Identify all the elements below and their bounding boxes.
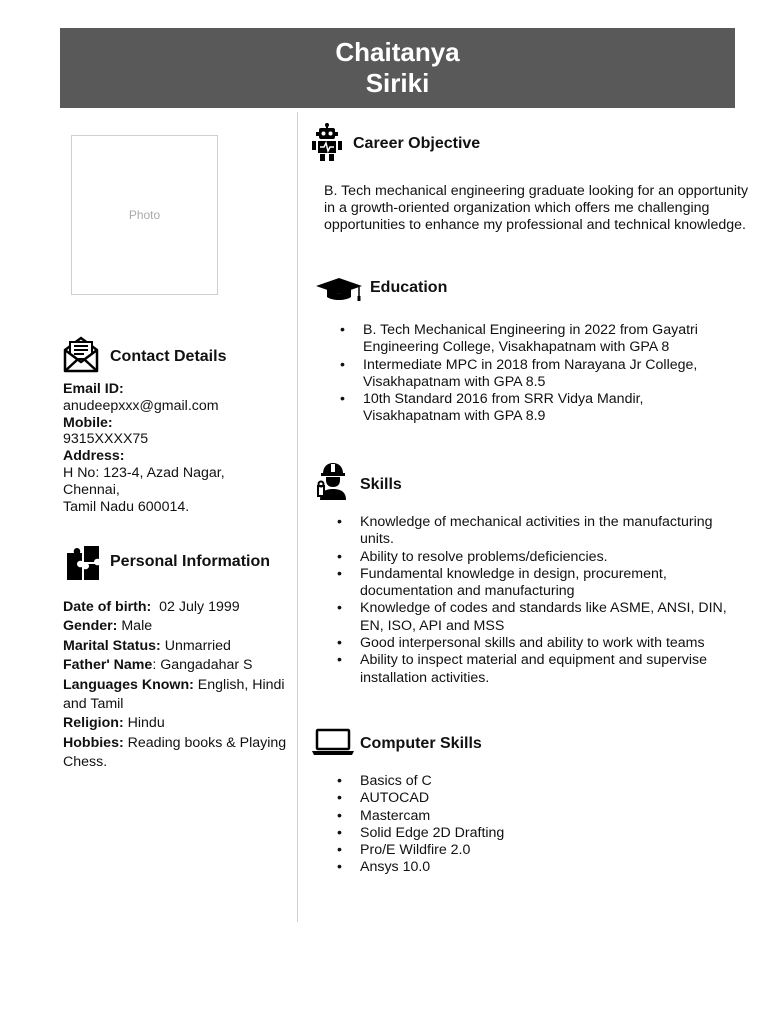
last-name: Siriki [365, 68, 430, 98]
envelope-letter-icon [62, 335, 100, 373]
list-item: • Ability to inspect material and equipment and supervise installation activities. [337, 652, 747, 687]
skills-title: Skills [360, 476, 402, 493]
education-title: Education [370, 279, 448, 296]
dob-label: Date of birth: [63, 599, 152, 615]
hobbies-value: Reading books & Playing Chess. [63, 734, 287, 771]
list-item: • Good interpersonal skills and ability to work with teams [337, 635, 747, 652]
laptop-icon [311, 728, 355, 756]
list-item: • Pro/E Wildfire 2.0 [337, 842, 637, 859]
marital-row [63, 637, 291, 656]
list-item: • Fundamental knowledge in design, procurement, documentation and manufacturing [337, 566, 747, 601]
first-name: Chaitanya [335, 37, 460, 67]
worker-icon [316, 462, 350, 500]
languages-label: Languages Known: [63, 676, 194, 693]
father-row [63, 656, 291, 675]
graduation-cap-icon [315, 277, 363, 302]
career-objective-title: Career Objective [353, 135, 481, 152]
personal-information [63, 598, 291, 773]
dob-row [63, 598, 291, 617]
list-item: • 10th Standard 2016 from SRR Vidya Mandir, Visakhapatnam with GPA 8.9 [340, 391, 700, 426]
skills-list [337, 514, 747, 687]
list-item: • Knowledge of mechanical activities in the manufacturing units. [337, 514, 747, 549]
list-item: • Intermediate MPC in 2018 from Narayana Jr College, Visakhapatnam with GPA 8.5 [340, 357, 700, 392]
list-item: • Mastercam [337, 808, 637, 825]
address-line: Tamil Nadu 600014. [63, 498, 190, 515]
religion-row [63, 714, 291, 733]
list-item: • AUTOCAD [337, 790, 637, 807]
list-item: • B. Tech Mechanical Engineering in 2022 from Gayatri Engineering College, Visakhapatnam with GPA 8 [340, 322, 700, 357]
computer-skills-title: Computer Skills [360, 735, 482, 752]
column-divider [297, 112, 298, 922]
mobile-label: Mobile: [63, 414, 113, 431]
contact-details-title: Contact Details [110, 348, 227, 365]
list-item: • Solid Edge 2D Drafting [337, 825, 637, 842]
gender-value: Male [121, 618, 153, 635]
father-label: Father' Name [63, 657, 153, 674]
contact-details [63, 381, 225, 515]
email-value: anudeepxxx@gmail.com [63, 397, 219, 414]
languages-row [63, 676, 291, 715]
name-header [60, 28, 735, 108]
list-item: • Ability to resolve problems/deficiencies. [337, 549, 747, 566]
email-label: Email ID: [63, 381, 124, 397]
education-list [340, 322, 700, 426]
father-value: : Gangadahar S [152, 657, 253, 674]
address-label: Address: [63, 448, 125, 465]
photo-placeholder [71, 135, 218, 295]
list-item: • Basics of C [337, 773, 637, 790]
religion-label: Religion: [63, 715, 124, 732]
photo-label: Photo [128, 208, 161, 222]
gender-row [63, 617, 291, 636]
dob-value: 02 July 1999 [159, 599, 240, 615]
personal-information-title: Personal Information [110, 553, 271, 570]
hobbies-label: Hobbies: [63, 734, 124, 751]
languages-value: English, Hindi and Tamil [63, 676, 285, 713]
religion-value: Hindu [127, 715, 165, 732]
list-item: • Ansys 10.0 [337, 859, 637, 876]
list-item: • Knowledge of codes and standards like ASME, ANSI, DIN, EN, ISO, API and MSS [337, 600, 747, 635]
marital-value: Unmarried [164, 637, 231, 654]
career-objective-text: B. Tech mechanical engineering graduate looking for an opportunity in a growth-oriented organization which offers me challenging opportunities to enhance my professional and technical knowledge. [324, 183, 749, 233]
puzzle-icon [66, 545, 100, 581]
hobbies-row [63, 734, 291, 773]
robot-icon [311, 123, 343, 161]
mobile-value: 9315XXXX75 [63, 431, 149, 448]
computer-skills-list [337, 773, 637, 877]
address-line: Chennai, [63, 481, 120, 498]
address-line: H No: 123-4, Azad Nagar, [63, 464, 225, 481]
gender-label: Gender: [63, 618, 118, 635]
marital-label: Marital Status: [63, 637, 161, 654]
